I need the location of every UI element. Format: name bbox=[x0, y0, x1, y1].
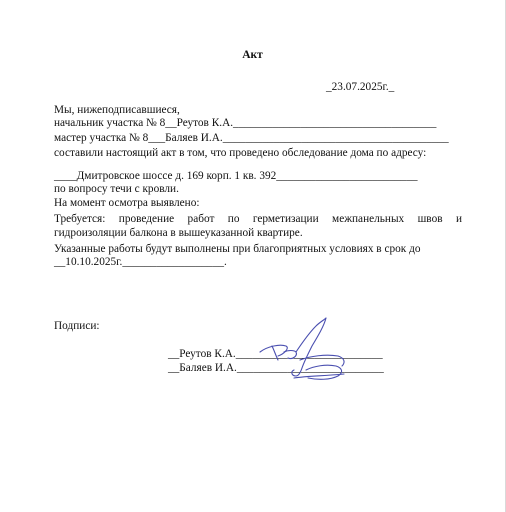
document-title: Акт bbox=[242, 49, 263, 61]
person-2-line: мастер участка № 8___Баляев И.А.________________________________________ bbox=[54, 132, 449, 144]
required-line-1: Требуется: проведение работ по герметизации межпанельных швов и bbox=[54, 213, 462, 225]
deadline-line-2: __10.10.2025г.__________________. bbox=[54, 256, 227, 268]
findings-header: На момент осмотра выявлено: bbox=[54, 197, 200, 209]
signatures-label: Подписи: bbox=[54, 320, 100, 332]
deadline-line-1: Указанные работы будут выполнены при благоприятных условиях в срок до bbox=[54, 243, 421, 255]
reason-text: по вопросу течи с кровли. bbox=[54, 183, 179, 195]
person-1-line: начальник участка № 8__Реутов К.А.____________________________________ bbox=[54, 117, 437, 129]
required-line-2: гидроизоляции балкона в вышеуказанной квартире. bbox=[54, 227, 303, 239]
statement-text: составили настоящий акт в том, что проведено обследование дома по адресу: bbox=[54, 147, 427, 159]
document-date: _23.07.2025г._ bbox=[326, 81, 395, 93]
intro-text: Мы, нижеподписавшиеся, bbox=[54, 104, 180, 116]
signature-line-2: __Баляев И.А.__________________________ bbox=[168, 362, 384, 374]
handwritten-signature bbox=[254, 316, 350, 388]
address-line: ____Дмитровское шоссе д. 169 корп. 1 кв. 392_________________________ bbox=[54, 170, 418, 182]
signature-line-1: __Реутов К.А.__________________________ bbox=[168, 348, 383, 360]
